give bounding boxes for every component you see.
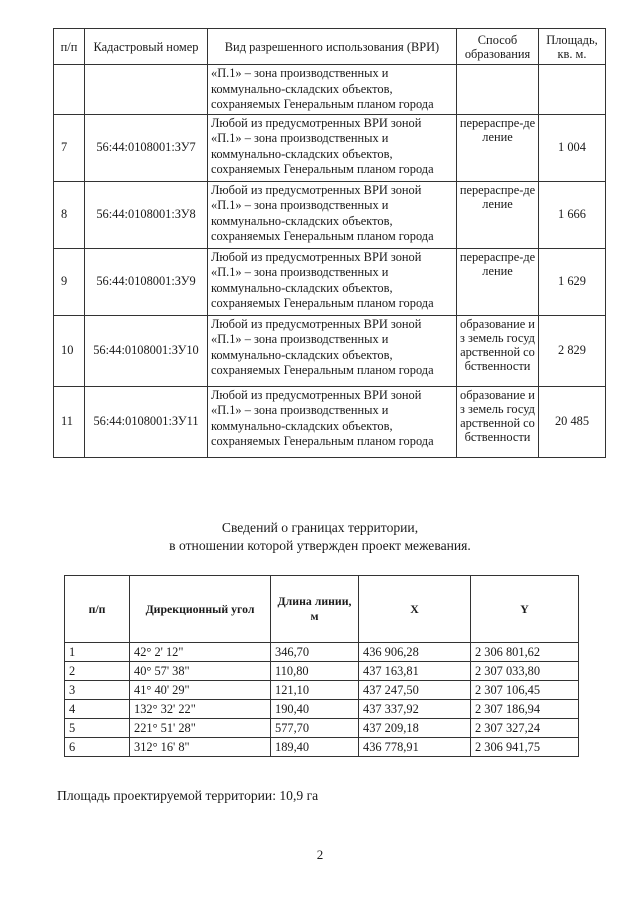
cell-num: 3 <box>65 681 130 700</box>
cell-y: 2 306 801,62 <box>471 643 579 662</box>
cell-angle: 42° 2' 12" <box>130 643 271 662</box>
table-row <box>65 719 579 738</box>
table-row <box>54 65 606 115</box>
header-vri: Вид разрешенного использования (ВРИ) <box>208 29 457 65</box>
cell-x: 437 163,81 <box>359 662 471 681</box>
boundary-caption <box>0 519 640 555</box>
cell-angle: 41° 40' 29" <box>130 681 271 700</box>
boundary-header-row <box>65 576 579 643</box>
cell-angle: 221° 51' 28" <box>130 719 271 738</box>
projected-area-text: Площадь проектируемой территории: 10,9 га <box>57 788 319 803</box>
cell-x: 437 247,50 <box>359 681 471 700</box>
header-length: Длина линии, м <box>271 576 359 643</box>
cell-cadastral: 56:44:0108001:ЗУ7 <box>85 114 208 181</box>
cell-method <box>457 65 539 115</box>
table-row <box>65 700 579 719</box>
cell-method: образование из земель государственной собственности <box>457 315 539 386</box>
cell-area: 20 485 <box>539 386 606 457</box>
caption-line-1: Сведений о границах территории, <box>221 520 419 535</box>
cell-cadastral: 56:44:0108001:ЗУ11 <box>85 386 208 457</box>
cell-y: 2 306 941,75 <box>471 738 579 757</box>
cell-x: 437 337,92 <box>359 700 471 719</box>
cell-num: 11 <box>54 386 85 457</box>
cell-vri: Любой из предусмотренных ВРИ зоной «П.1» – зона производственных и коммунально-складских объектов, сохраняемых Генеральным планом города <box>208 248 457 315</box>
cell-method: перераспре-деление <box>457 248 539 315</box>
cell-angle: 312° 16' 8" <box>130 738 271 757</box>
header-method: Способ образования <box>457 29 539 65</box>
table-row <box>65 681 579 700</box>
cell-area: 1 004 <box>539 114 606 181</box>
cell-y: 2 307 186,94 <box>471 700 579 719</box>
cell-x: 436 906,28 <box>359 643 471 662</box>
table-row <box>65 643 579 662</box>
cell-length: 110,80 <box>271 662 359 681</box>
table-row <box>54 386 606 457</box>
cell-cadastral: 56:44:0108001:ЗУ8 <box>85 181 208 248</box>
cell-num: 6 <box>65 738 130 757</box>
cell-method: перераспре-деление <box>457 181 539 248</box>
cell-num: 1 <box>65 643 130 662</box>
cell-y: 2 307 033,80 <box>471 662 579 681</box>
table-row <box>54 248 606 315</box>
cell-area: 1 629 <box>539 248 606 315</box>
header-area: Площадь, кв. м. <box>539 29 606 65</box>
table-row <box>65 662 579 681</box>
cell-num <box>54 65 85 115</box>
header-angle: Дирекционный угол <box>130 576 271 643</box>
cell-y: 2 307 327,24 <box>471 719 579 738</box>
boundary-table <box>64 575 579 757</box>
cell-cadastral: 56:44:0108001:ЗУ10 <box>85 315 208 386</box>
page-number: 2 <box>316 847 324 862</box>
cell-area: 2 829 <box>539 315 606 386</box>
cell-num: 8 <box>54 181 85 248</box>
cell-x: 436 778,91 <box>359 738 471 757</box>
header-x: X <box>359 576 471 643</box>
header-cadastral: Кадастровый номер <box>85 29 208 65</box>
cell-method: образование из земель государственной собственности <box>457 386 539 457</box>
cell-vri: «П.1» – зона производственных и коммунально-складских объектов, сохраняемых Генеральным планом города <box>208 65 457 115</box>
cell-length: 190,40 <box>271 700 359 719</box>
cell-length: 577,70 <box>271 719 359 738</box>
cell-vri: Любой из предусмотренных ВРИ зоной «П.1» – зона производственных и коммунально-складских объектов, сохраняемых Генеральным планом города <box>208 386 457 457</box>
cell-x: 437 209,18 <box>359 719 471 738</box>
cell-length: 189,40 <box>271 738 359 757</box>
cell-num: 5 <box>65 719 130 738</box>
parcels-header-row <box>54 29 606 65</box>
cell-y: 2 307 106,45 <box>471 681 579 700</box>
cell-length: 346,70 <box>271 643 359 662</box>
parcels-table <box>53 28 606 458</box>
cell-cadastral: 56:44:0108001:ЗУ9 <box>85 248 208 315</box>
header-num: п/п <box>65 576 130 643</box>
header-num: п/п <box>54 29 85 65</box>
header-y: Y <box>471 576 579 643</box>
cell-vri: Любой из предусмотренных ВРИ зоной «П.1» – зона производственных и коммунально-складских объектов, сохраняемых Генеральным планом города <box>208 114 457 181</box>
cell-angle: 40° 57' 38" <box>130 662 271 681</box>
cell-num: 10 <box>54 315 85 386</box>
cell-num: 7 <box>54 114 85 181</box>
cell-num: 9 <box>54 248 85 315</box>
cell-cadastral <box>85 65 208 115</box>
cell-method: перераспре-деление <box>457 114 539 181</box>
cell-length: 121,10 <box>271 681 359 700</box>
cell-num: 2 <box>65 662 130 681</box>
cell-vri: Любой из предусмотренных ВРИ зоной «П.1» – зона производственных и коммунально-складских объектов, сохраняемых Генеральным планом города <box>208 181 457 248</box>
cell-angle: 132° 32' 22" <box>130 700 271 719</box>
cell-area <box>539 65 606 115</box>
table-row <box>54 315 606 386</box>
caption-line-2: в отношении которой утвержден проект межевания. <box>169 538 471 553</box>
table-row <box>54 181 606 248</box>
cell-vri: Любой из предусмотренных ВРИ зоной «П.1» – зона производственных и коммунально-складских объектов, сохраняемых Генеральным планом города <box>208 315 457 386</box>
cell-num: 4 <box>65 700 130 719</box>
table-row <box>65 738 579 757</box>
cell-area: 1 666 <box>539 181 606 248</box>
table-row <box>54 114 606 181</box>
